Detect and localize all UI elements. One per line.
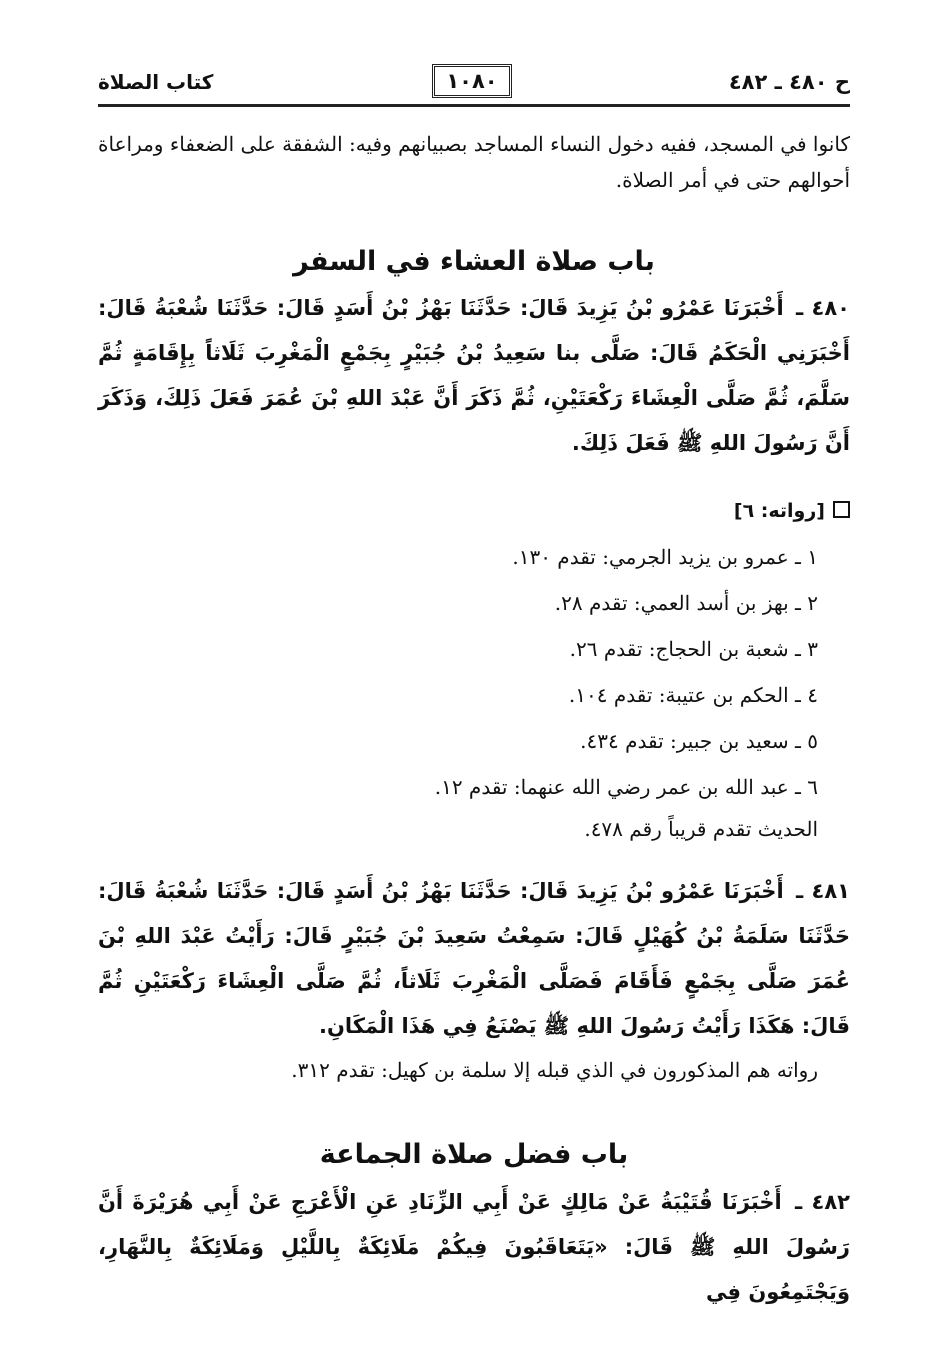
book-title: كتاب الصلاة <box>98 70 214 94</box>
narrators-481-note: رواته هم المذكورون في الذي قبله إلا سلمة بن كهيل: تقدم ٣١٢. <box>291 1058 818 1082</box>
hadith-note: الحديث تقدم قريباً رقم ٤٧٨. <box>584 817 818 841</box>
hadith-text: أَخْبَرَنَا قُتَيْبَةُ عَنْ مَالِكٍ عَنْ أَبِي الزِّنَادِ عَنِ الْأَعْرَجِ عَنْ أَبِي هُرَيْرَةَ أَنَّ رَسُولَ اللهِ ﷺ قَالَ: «يَتَعَاقَبُونَ فِيكُمْ مَلَائِكَةٌ بِاللَّيْلِ وَمَلَائِكَةٌ بِالنَّهَارِ، وَيَجْتَمِعُونَ فِي <box>98 1190 850 1304</box>
hadith-480 <box>98 286 850 466</box>
narrator-item: ٤ ـ الحكم بن عتيبة: تقدم ١٠٤. <box>568 683 818 707</box>
narrator-item: ٦ ـ عبد الله بن عمر رضي الله عنهما: تقدم ١٢. <box>434 775 818 799</box>
narrator-item: ٥ ـ سعيد بن جبير: تقدم ٤٣٤. <box>580 729 818 753</box>
hadith-481 <box>98 869 850 1049</box>
narrators-label: [رواته: ٦] <box>733 500 825 522</box>
narrators-heading <box>734 500 850 522</box>
hadith-number: ٤٨٠ ـ <box>796 296 850 320</box>
chapter-title: باب فضل صلاة الجماعة <box>319 1139 629 1170</box>
hadith-text: أَخْبَرَنَا عَمْرُو بْنُ يَزِيدَ قَالَ: حَدَّثَنَا بَهْزُ بْنُ أَسَدٍ قَالَ: حَدَّثَنَا شُعْبَةُ قَالَ: أَخْبَرَنِي الْحَكَمُ قَالَ: صَلَّى بنا سَعِيدُ بْنُ جُبَيْرٍ بِجَمْعٍ الْمَغْرِبَ ثَلَاثاً بِإِقَامَةٍ ثُمَّ سَلَّمَ، ثُمَّ صَلَّى الْعِشَاءَ رَكْعَتَيْنِ، ثُمَّ ذَكَرَ أَنَّ عَبْدَ اللهِ بْنَ عُمَرَ فَعَلَ ذَلِكَ، وَذَكَرَ أَنَّ رَسُولَ اللهِ ﷺ فَعَلَ ذَلِكَ. <box>98 296 850 455</box>
narrator-item: ١ ـ عمرو بن يزيد الجرمي: تقدم ١٣٠. <box>512 545 818 569</box>
page-number: ١٠٨٠ <box>432 64 512 98</box>
narrator-item: ٣ ـ شعبة بن الحجاج: تقدم ٢٦. <box>569 637 818 661</box>
hadith-text: أَخْبَرَنَا عَمْرُو بْنُ يَزِيدَ قَالَ: حَدَّثَنَا بَهْزُ بْنُ أَسَدٍ قَالَ: حَدَّثَنَا شُعْبَةُ قَالَ: حَدَّثَنَا سَلَمَةُ بْنُ كُهَيْلٍ قَالَ: سَمِعْتُ سَعِيدَ بْنَ جُبَيْرٍ قَالَ: رَأَيْتُ عَبْدَ اللهِ بْنَ عُمَرَ صَلَّى بِجَمْعٍ فَأَقَامَ فَصَلَّى الْمَغْرِبَ ثَلَاثاً، ثُمَّ صَلَّى الْعِشَاءَ رَكْعَتَيْنِ ثُمَّ قَالَ: هَكَذَا رَأَيْتُ رَسُولَ اللهِ ﷺ يَصْنَعُ فِي هَذَا الْمَكَانِ. <box>98 879 850 1038</box>
hadith-number: ٤٨١ ـ <box>796 879 850 903</box>
running-head <box>98 64 850 104</box>
intro-paragraph: كانوا في المسجد، ففيه دخول النساء المساجد بصبيانهم وفيه: الشفقة على الضعفاء ومراعاة أحوالهم حتى في أمر الصلاة. <box>98 132 850 192</box>
narrators-list <box>435 534 818 810</box>
narrator-item: ٢ ـ بهز بن أسد العمي: تقدم ٢٨. <box>554 591 818 615</box>
header-divider <box>98 104 850 107</box>
hadith-number: ٤٨٢ ـ <box>795 1190 850 1214</box>
checkbox-square-icon <box>833 501 850 518</box>
hadith-range: ح ٤٨٠ ـ ٤٨٢ <box>728 70 850 94</box>
chapter-title: باب صلاة العشاء في السفر <box>293 246 655 277</box>
hadith-482 <box>98 1180 850 1315</box>
